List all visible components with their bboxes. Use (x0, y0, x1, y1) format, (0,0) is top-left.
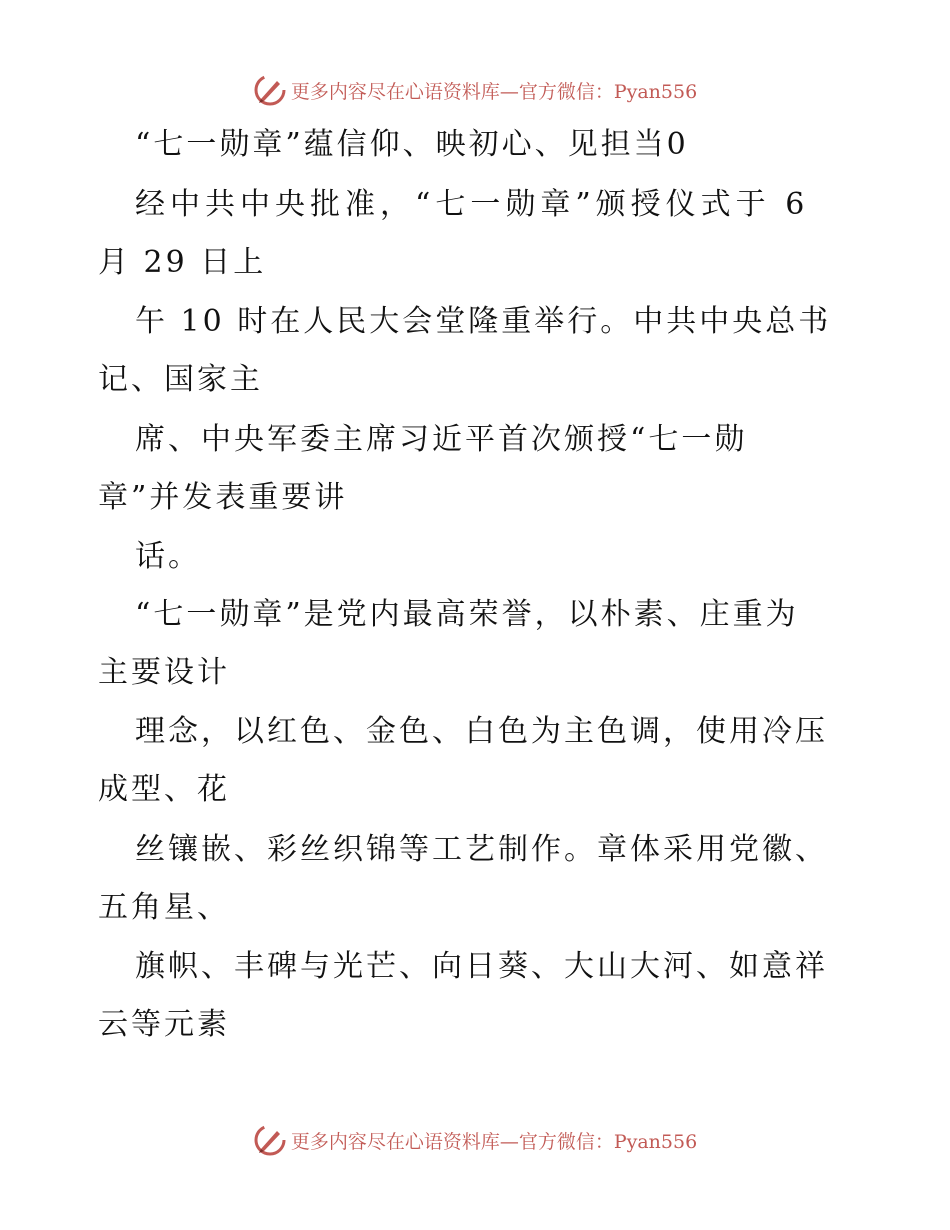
body-line: 旗帜、丰碑与光芒、向日葵、大山大河、如意祥 (135, 949, 828, 984)
header-banner-text: 更多内容尽在心语资料库—官方微信：Pyan556 (290, 80, 698, 103)
body-line: 记、国家主 (98, 362, 263, 397)
footer-banner-text: 更多内容尽在心语资料库—官方微信：Pyan556 (290, 1130, 698, 1153)
body-line: 午 10 时在人民大会堂隆重举行。中共中央总书 (135, 304, 832, 339)
body-line: 月 29 日上 (98, 245, 267, 280)
body-line: 章”并发表重要讲 (98, 480, 348, 515)
quill-swirl-logo-icon (253, 1123, 287, 1157)
footer-banner (0, 1120, 950, 1160)
body-line: “七一勋章”蕴信仰、映初心、见担当0 (135, 127, 689, 162)
body-line: 成型、花 (98, 772, 230, 807)
body-line: 五角星、 (98, 890, 230, 925)
body-line: 话。 (135, 539, 201, 574)
body-line: 云等元素 (98, 1007, 230, 1042)
body-line: “七一勋章”是党内最高荣誉，以朴素、庄重为 (135, 597, 799, 632)
body-line: 经中共中央批准，“七一勋章”颁授仪式于 6 (135, 187, 810, 222)
body-line: 理念，以红色、金色、白色为主色调，使用冷压 (135, 714, 828, 749)
body-line: 主要设计 (98, 655, 230, 690)
body-line: 席、中央军委主席习近平首次颁授“七一勋 (135, 422, 748, 457)
body-line: 丝镶嵌、彩丝织锦等工艺制作。章体采用党徽、 (135, 832, 828, 867)
